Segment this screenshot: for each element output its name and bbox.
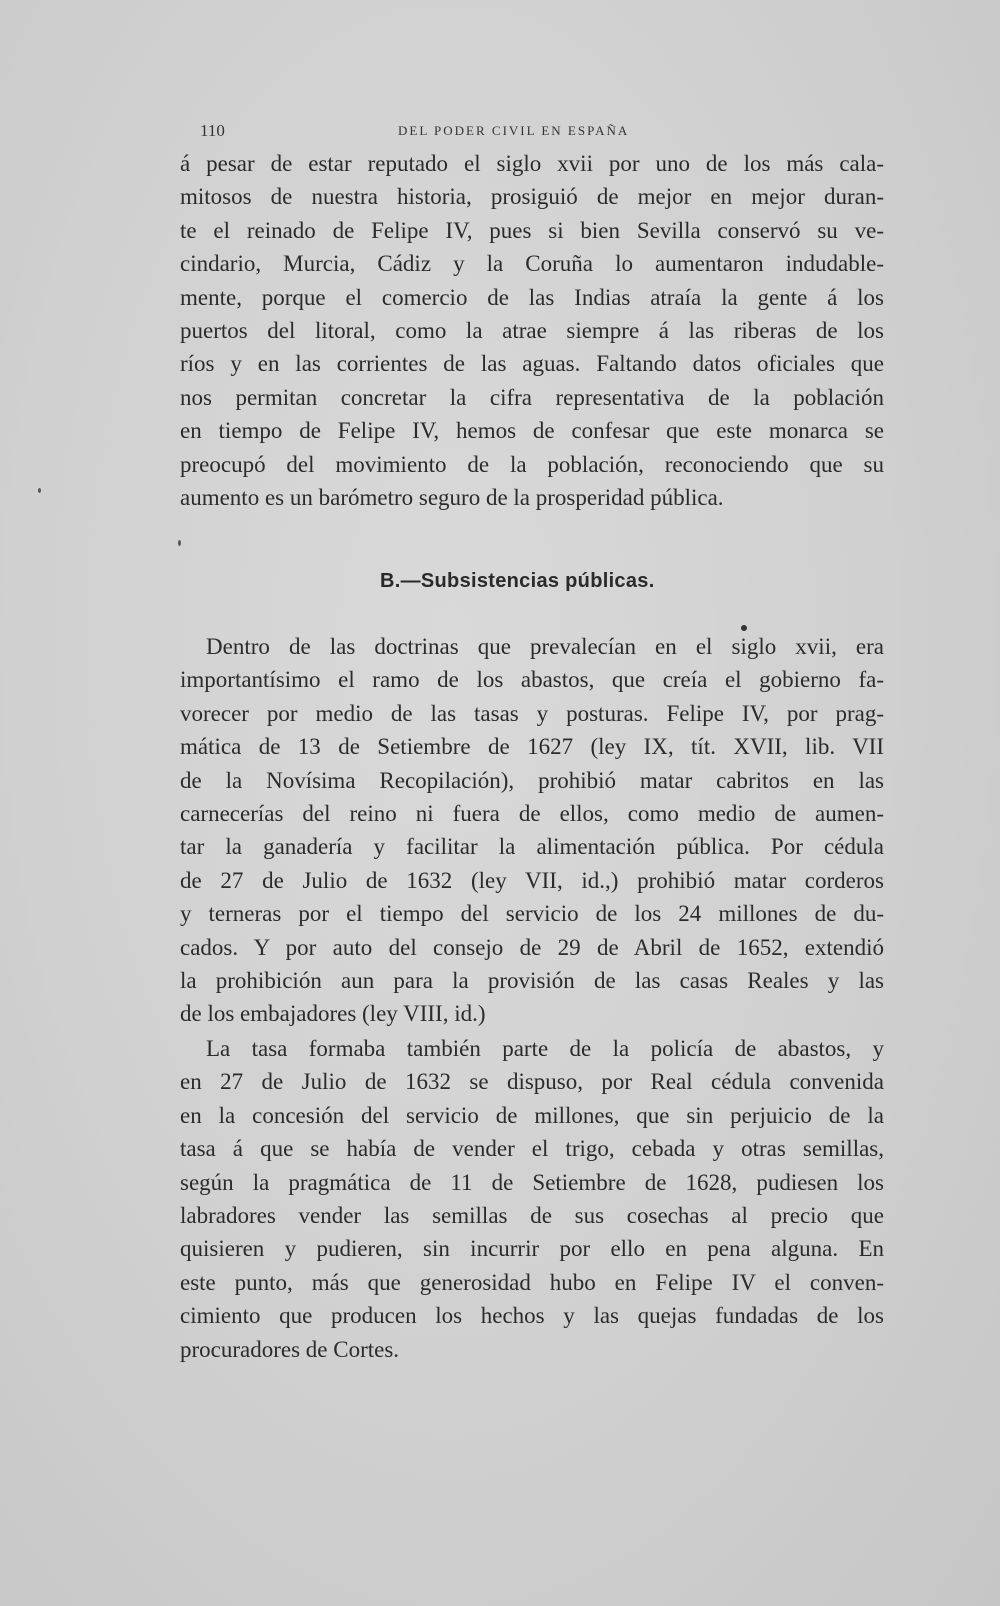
- text-line: labradores vender las semillas de sus cosechas al precio que: [180, 1203, 884, 1229]
- page-header: [200, 121, 880, 145]
- text-line: según la pragmática de 11 de Setiembre de 1628, pudiesen los: [180, 1169, 884, 1195]
- section-heading: B.—Subsistencias públicas.: [380, 570, 655, 592]
- text-line: puertos del litoral, como la atrae siempre á las riberas de los: [180, 318, 884, 344]
- running-head: DEL PODER CIVIL EN ESPAÑA: [398, 123, 630, 138]
- page-number: 110: [200, 121, 225, 140]
- ink-speck: [38, 488, 41, 493]
- text-line: vorecer por medio de las tasas y posturas. Felipe IV, por prag-: [180, 700, 884, 726]
- text-line: quisieren y pudieren, sin incurrir por ello en pena alguna. En: [180, 1236, 884, 1262]
- paragraph-1: [180, 147, 884, 514]
- text-line: aumento es un barómetro seguro de la prosperidad pública.: [180, 485, 724, 511]
- paragraph-1-text: [180, 147, 884, 514]
- text-line: cimiento que producen los hechos y las quejas fundadas de los: [180, 1303, 884, 1329]
- text-line: la prohibición aun para la provisión de las casas Reales y las: [180, 968, 884, 994]
- text-line: carnecerías del reino ni fuera de ellos, como medio de aumen-: [180, 801, 884, 827]
- text-line: cados. Y por auto del consejo de 29 de Abril de 1652, extendió: [180, 934, 884, 960]
- text-line: La tasa formaba también parte de la policía de abastos, y: [206, 1036, 884, 1061]
- text-line: cindario, Murcia, Cádiz y la Coruña lo aumentaron indudable-: [180, 251, 884, 277]
- text-line: y terneras por el tiempo del servicio de los 24 millones de du-: [180, 901, 884, 927]
- text-line: en tiempo de Felipe IV, hemos de confesar que este monarca se: [180, 418, 884, 444]
- text-line: nos permitan concretar la cifra representativa de la población: [180, 384, 884, 410]
- text-line: de la Novísima Recopilación), prohibió matar cabritos en las: [180, 767, 884, 793]
- text-line: ríos y en las corrientes de las aguas. Faltando datos oficiales que: [180, 351, 884, 377]
- ink-speck: [741, 625, 747, 631]
- text-line: en la concesión del servicio de millones, que sin perjuicio de la: [180, 1102, 884, 1128]
- text-line: te el reinado de Felipe IV, pues si bien Sevilla conservó su ve-: [180, 217, 884, 243]
- ink-speck: [178, 540, 181, 546]
- text-line: mitosos de nuestra historia, prosiguió de mejor en mejor duran-: [180, 184, 884, 210]
- text-line: tasa á que se había de vender el trigo, cebada y otras semillas,: [180, 1136, 884, 1162]
- text-line: á pesar de estar reputado el siglo xvii por uno de los más cala-: [180, 151, 884, 176]
- paragraph-3: [180, 1032, 884, 1366]
- text-line: este punto, más que generosidad hubo en Felipe IV el conven-: [180, 1269, 884, 1295]
- text-line: procuradores de Cortes.: [180, 1336, 400, 1362]
- text-line: de 27 de Julio de 1632 (ley VII, id.,) prohibió matar corderos: [180, 867, 884, 893]
- text-line: mática de 13 de Setiembre de 1627 (ley IX, tít. XVII, lib. VII: [180, 734, 884, 760]
- text-line: de los embajadores (ley VIII, id.): [180, 1001, 486, 1027]
- text-line: importantísimo el ramo de los abastos, que creía el gobierno fa-: [180, 667, 884, 693]
- text-line: tar la ganadería y facilitar la alimentación pública. Por cédula: [180, 834, 884, 860]
- text-line: Dentro de las doctrinas que prevalecían en el siglo xvii, era: [206, 634, 884, 659]
- paragraph-2-text: [180, 630, 884, 1031]
- text-line: preocupó del movimiento de la población, reconociendo que su: [180, 451, 884, 477]
- text-line: mente, porque el comercio de las Indias atraía la gente á los: [180, 284, 884, 310]
- paragraph-3-text: [180, 1032, 884, 1366]
- text-line: en 27 de Julio de 1632 se dispuso, por Real cédula convenida: [180, 1069, 884, 1095]
- paragraph-2: [180, 630, 884, 1031]
